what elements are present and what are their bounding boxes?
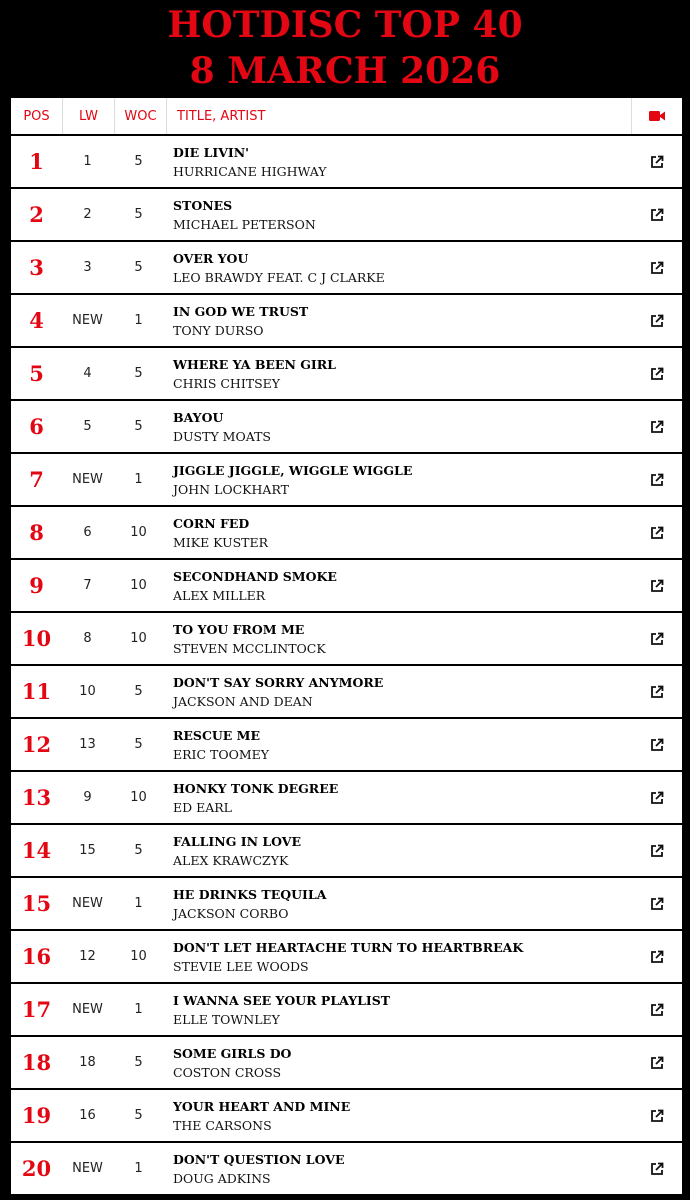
position-value: 9 [29,573,44,598]
table-row [11,984,682,1037]
position-value: 11 [21,679,52,704]
external-link-cell[interactable] [632,401,682,452]
last-week-value: NEW [72,472,103,487]
title-artist-cell [164,355,632,393]
table-row [11,1090,682,1143]
title-artist-cell [164,1150,632,1188]
title-artist-cell [164,673,632,711]
artist-name: COSTON CROSS [173,1064,282,1080]
position-value: 17 [21,997,52,1022]
external-link-icon[interactable] [650,473,664,487]
song-title: STONES [173,197,233,213]
table-row [11,825,682,878]
title-artist-cell [164,620,632,658]
last-week-value: 13 [79,737,96,752]
chart-rows [11,136,682,1196]
external-link-icon[interactable] [650,685,664,699]
table-row [11,719,682,772]
external-link-icon[interactable] [650,261,664,275]
artist-name: TONY DURSO [173,322,264,338]
artist-name: DUSTY MOATS [173,428,271,444]
song-title: IN GOD WE TRUST [173,303,309,319]
table-row [11,1037,682,1090]
position-value: 18 [21,1050,52,1075]
song-title: DIE LIVIN' [173,144,250,160]
table-row [11,666,682,719]
song-title: BAYOU [173,409,224,425]
position-value: 6 [29,414,44,439]
external-link-cell[interactable] [632,348,682,399]
weeks-on-chart-value: 1 [134,896,143,911]
artist-name: STEVEN MCCLINTOCK [173,640,326,656]
last-week-value: 2 [83,207,92,222]
title-artist-cell [164,991,632,1029]
song-title: DON'T QUESTION LOVE [173,1151,345,1167]
weeks-on-chart-value: 1 [134,472,143,487]
position-value: 2 [29,202,44,227]
position-value: 10 [21,626,52,651]
column-header-lw: LW [63,98,115,134]
last-week-value: NEW [72,1161,103,1176]
external-link-cell[interactable] [632,189,682,240]
title-artist-cell [164,1097,632,1135]
external-link-cell[interactable] [632,454,682,505]
song-title: FALLING IN LOVE [173,833,302,849]
last-week-value: 18 [79,1055,96,1070]
table-header [11,98,682,136]
weeks-on-chart-value: 5 [134,684,143,699]
weeks-on-chart-value: 10 [130,525,147,540]
table-row [11,560,682,613]
table-row [11,136,682,189]
external-link-cell[interactable] [632,878,682,929]
last-week-value: NEW [72,1002,103,1017]
last-week-value: 10 [79,684,96,699]
position-value: 13 [21,785,52,810]
weeks-on-chart-value: 10 [130,949,147,964]
table-row [11,613,682,666]
weeks-on-chart-value: 5 [134,419,143,434]
song-title: SOME GIRLS DO [173,1045,292,1061]
artist-name: ERIC TOOMEY [173,746,270,762]
artist-name: JOHN LOCKHART [173,481,289,497]
title-artist-cell [164,567,632,605]
title-artist-cell [164,832,632,870]
song-title: OVER YOU [173,250,249,266]
title-artist-cell [164,779,632,817]
external-link-icon[interactable] [650,791,664,805]
column-header-woc: WOC [115,98,167,134]
external-link-cell[interactable] [632,1143,682,1194]
artist-name: HURRICANE HIGHWAY [173,163,327,179]
table-row [11,295,682,348]
weeks-on-chart-value: 10 [130,631,147,646]
external-link-icon[interactable] [650,367,664,381]
position-value: 20 [21,1156,52,1181]
last-week-value: 7 [83,578,92,593]
position-value: 14 [21,838,52,863]
weeks-on-chart-value: 5 [134,737,143,752]
external-link-cell[interactable] [632,666,682,717]
position-value: 7 [29,467,44,492]
table-row [11,931,682,984]
position-value: 8 [29,520,44,545]
artist-name: JACKSON CORBO [173,905,289,921]
external-link-icon[interactable] [650,738,664,752]
weeks-on-chart-value: 5 [134,260,143,275]
artist-name: THE CARSONS [173,1117,272,1133]
position-value: 12 [21,732,52,757]
artist-name: STEVIE LEE WOODS [173,958,309,974]
weeks-on-chart-value: 5 [134,366,143,381]
last-week-value: 12 [79,949,96,964]
external-link-icon[interactable] [650,420,664,434]
last-week-value: 4 [83,366,92,381]
external-link-icon[interactable] [650,1109,664,1123]
column-header-title-artist: TITLE, ARTIST [177,108,266,124]
last-week-value: NEW [72,313,103,328]
song-title: I WANNA SEE YOUR PLAYLIST [173,992,391,1008]
last-week-value: 16 [79,1108,96,1123]
position-value: 16 [21,944,52,969]
external-link-icon[interactable] [650,897,664,911]
song-title: TO YOU FROM ME [173,621,305,637]
external-link-cell[interactable] [632,825,682,876]
external-link-cell[interactable] [632,507,682,558]
position-value: 1 [29,149,44,174]
position-value: 3 [29,255,44,280]
artist-name: ALEX KRAWCZYK [173,852,289,868]
weeks-on-chart-value: 1 [134,1002,143,1017]
external-link-icon[interactable] [650,314,664,328]
external-link-icon[interactable] [650,632,664,646]
external-link-icon[interactable] [650,950,664,964]
chart-title: HOTDISC TOP 40 [167,4,523,46]
weeks-on-chart-value: 10 [130,790,147,805]
title-artist-cell [164,726,632,764]
position-value: 4 [29,308,44,333]
external-link-icon[interactable] [650,208,664,222]
artist-name: MICHAEL PETERSON [173,216,316,232]
last-week-value: 3 [83,260,92,275]
table-row [11,454,682,507]
table-row [11,242,682,295]
last-week-value: NEW [72,896,103,911]
title-artist-cell [164,143,632,181]
video-camera-icon[interactable] [649,110,665,122]
external-link-icon[interactable] [650,155,664,169]
weeks-on-chart-value: 5 [134,1055,143,1070]
last-week-value: 1 [83,154,92,169]
external-link-cell[interactable] [632,984,682,1035]
external-link-cell[interactable] [632,1090,682,1141]
chart-date: 8 MARCH 2026 [189,50,501,92]
artist-name: DOUG ADKINS [173,1170,271,1186]
external-link-icon[interactable] [650,844,664,858]
external-link-icon[interactable] [650,1003,664,1017]
external-link-icon[interactable] [650,526,664,540]
song-title: RESCUE ME [173,727,261,743]
song-title: CORN FED [173,515,250,531]
song-title: DON'T LET HEARTACHE TURN TO HEARTBREAK [173,939,524,955]
external-link-cell[interactable] [632,613,682,664]
song-title: JIGGLE JIGGLE, WIGGLE WIGGLE [173,462,413,478]
external-link-cell[interactable] [632,560,682,611]
title-artist-cell [164,408,632,446]
external-link-cell[interactable] [632,242,682,293]
weeks-on-chart-value: 5 [134,843,143,858]
external-link-cell[interactable] [632,931,682,982]
song-title: HE DRINKS TEQUILA [173,886,327,902]
artist-name: JACKSON AND DEAN [173,693,313,709]
external-link-cell[interactable] [632,136,682,187]
last-week-value: 9 [83,790,92,805]
video-header[interactable] [631,98,682,134]
title-artist-cell [164,885,632,923]
song-title: YOUR HEART AND MINE [173,1098,351,1114]
chart-header [0,0,690,98]
title-artist-cell [164,302,632,340]
title-artist-cell [164,196,632,234]
external-link-cell[interactable] [632,719,682,770]
last-week-value: 5 [83,419,92,434]
artist-name: MIKE KUSTER [173,534,269,550]
position-value: 15 [21,891,52,916]
title-artist-cell [164,938,632,976]
position-value: 5 [29,361,44,386]
table-row [11,772,682,825]
weeks-on-chart-value: 5 [134,207,143,222]
last-week-value: 8 [83,631,92,646]
chart-table [11,98,682,1196]
external-link-cell[interactable] [632,1037,682,1088]
artist-name: CHRIS CHITSEY [173,375,281,391]
song-title: DON'T SAY SORRY ANYMORE [173,674,384,690]
last-week-value: 6 [83,525,92,540]
song-title: SECONDHAND SMOKE [173,568,337,584]
table-row [11,401,682,454]
table-row [11,1143,682,1196]
weeks-on-chart-value: 1 [134,1161,143,1176]
table-row [11,189,682,242]
last-week-value: 15 [79,843,96,858]
table-row [11,348,682,401]
title-artist-cell [164,514,632,552]
weeks-on-chart-value: 1 [134,313,143,328]
title-artist-cell [164,461,632,499]
column-header-pos: POS [11,98,63,134]
position-value: 19 [21,1103,52,1128]
artist-name: ED EARL [173,799,232,815]
song-title: WHERE YA BEEN GIRL [173,356,336,372]
artist-name: ELLE TOWNLEY [173,1011,280,1027]
weeks-on-chart-value: 10 [130,578,147,593]
weeks-on-chart-value: 5 [134,1108,143,1123]
external-link-icon[interactable] [650,1162,664,1176]
song-title: HONKY TONK DEGREE [173,780,339,796]
external-link-cell[interactable] [632,295,682,346]
title-artist-cell [164,249,632,287]
external-link-cell[interactable] [632,772,682,823]
table-row [11,878,682,931]
artist-name: LEO BRAWDY FEAT. C J CLARKE [173,269,385,285]
table-row [11,507,682,560]
title-artist-cell [164,1044,632,1082]
external-link-icon[interactable] [650,1056,664,1070]
external-link-icon[interactable] [650,579,664,593]
weeks-on-chart-value: 5 [134,154,143,169]
artist-name: ALEX MILLER [173,587,266,603]
